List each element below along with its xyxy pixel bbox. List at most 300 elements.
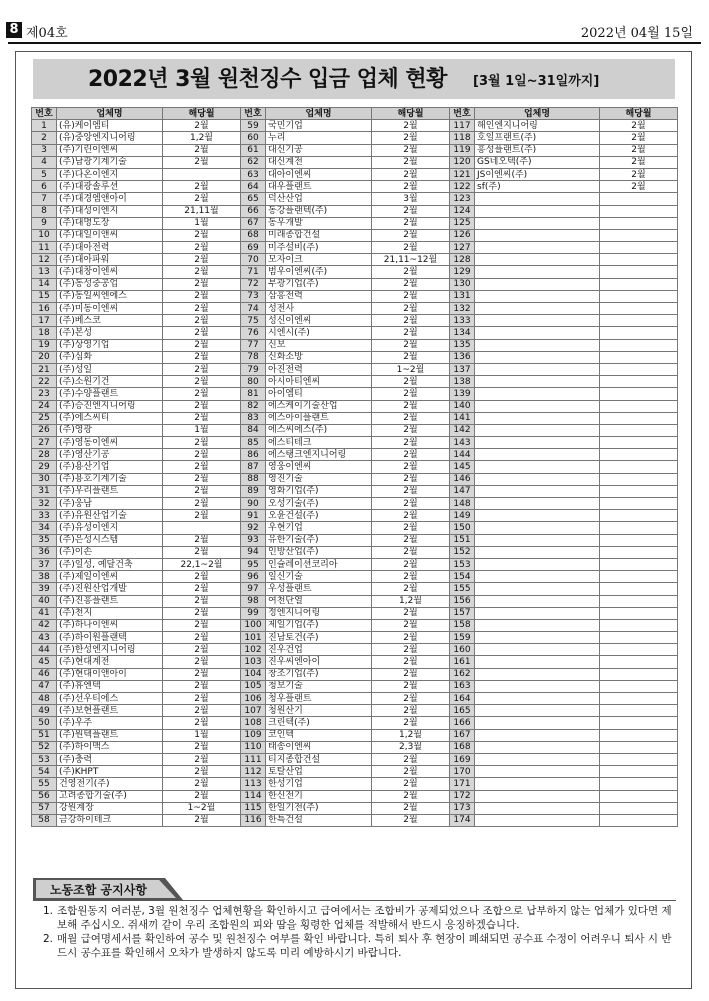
payment-month: 1월 [163,217,241,229]
row-number: 94 [241,546,266,558]
payment-month: 2월 [163,339,241,351]
payment-month [600,254,678,266]
payment-month: 2월 [372,693,450,705]
payment-month: 2월 [372,546,450,558]
payment-month: 2월 [372,766,450,778]
company-name: 에스케이기술산업 [266,400,372,412]
row-number: 92 [241,522,266,534]
payment-month: 2월 [163,193,241,205]
company-name: 유한기술(주) [266,534,372,546]
table-row [32,558,678,570]
table-row [32,449,678,461]
payment-month: 2월 [372,522,450,534]
company-name [475,680,600,692]
company-name: (주)유성이엔지 [57,522,163,534]
payment-month: 2월 [372,120,450,132]
company-name: 신보 [266,339,372,351]
company-name: (주)용호기계기술 [57,473,163,485]
company-name: sf(주) [475,181,600,193]
table-row [32,717,678,729]
payment-month: 2월 [372,485,450,497]
row-number: 80 [241,376,266,388]
row-number: 143 [450,437,475,449]
company-name [475,449,600,461]
company-name: (주)원텍플랜트 [57,729,163,741]
company-name [475,400,600,412]
row-number: 129 [450,266,475,278]
row-number: 56 [32,790,57,802]
company-name: 제일기업(주) [266,619,372,631]
row-number: 69 [241,242,266,254]
company-name [475,632,600,644]
payment-month: 2월 [163,412,241,424]
row-number: 90 [241,498,266,510]
row-number: 45 [32,656,57,668]
header-rule [8,42,701,44]
company-name: 한신전기 [266,790,372,802]
payment-month: 2월 [372,412,450,424]
row-number: 78 [241,351,266,363]
payment-month [600,607,678,619]
company-name: JS이엔씨(주) [475,168,600,180]
table-row [32,242,678,254]
payment-month: 2월 [372,339,450,351]
company-name: 모자이크 [266,254,372,266]
row-number: 36 [32,546,57,558]
company-name [475,619,600,631]
company-name: 덕산산업 [266,193,372,205]
company-name: 대신계전 [266,156,372,168]
payment-month: 2월 [600,156,678,168]
payment-month: 2월 [372,802,450,814]
company-name [475,363,600,375]
row-number: 96 [241,571,266,583]
payment-month: 2월 [163,266,241,278]
company-name: (주)본성 [57,327,163,339]
company-name: (주)대명도장 [57,217,163,229]
row-number: 48 [32,693,57,705]
header-company: 업체명 [475,108,600,120]
company-name: 진남토건(주) [266,632,372,644]
payment-month: 2월 [163,315,241,327]
payment-month: 2월 [163,753,241,765]
row-number: 130 [450,278,475,290]
row-number: 164 [450,693,475,705]
company-name: (주)진흥플랜트 [57,595,163,607]
company-name: 청원산기 [266,705,372,717]
payment-month: 2월 [372,278,450,290]
row-number: 116 [241,814,266,826]
company-name: 대아이엔씨 [266,168,372,180]
table-row [32,571,678,583]
payment-month: 2월 [372,400,450,412]
row-number: 42 [32,619,57,631]
company-name: (주)동일씨엔에스 [57,290,163,302]
payment-month [600,741,678,753]
payment-month: 2월 [372,156,450,168]
company-name: 누리 [266,132,372,144]
payment-month [600,778,678,790]
company-name: 인슐레이션코리아 [266,558,372,570]
header-month: 해당월 [600,108,678,120]
table-row [32,814,678,826]
row-number: 105 [241,680,266,692]
header-no: 번호 [241,108,266,120]
table-row [32,522,678,534]
row-number: 35 [32,534,57,546]
company-name [475,193,600,205]
company-name: (주)유원산업기술 [57,510,163,522]
table-row [32,668,678,680]
row-number: 29 [32,461,57,473]
payment-month [600,351,678,363]
company-name: 인방산업(주) [266,546,372,558]
payment-month [600,473,678,485]
company-name: (주)대일이앤씨 [57,229,163,241]
row-number: 150 [450,522,475,534]
table-row [32,205,678,217]
company-name: 에스티테크 [266,437,372,449]
company-name: (주)소원기건 [57,376,163,388]
payment-month: 2월 [163,351,241,363]
payment-month [600,619,678,631]
payment-month: 2월 [372,534,450,546]
company-name: 오윤건설(주) [266,510,372,522]
company-name [475,290,600,302]
payment-month: 2월 [372,229,450,241]
row-number: 40 [32,595,57,607]
payment-month [600,485,678,497]
payment-month [600,290,678,302]
row-number: 68 [241,229,266,241]
company-name: (주)용산기업 [57,461,163,473]
payment-month [600,766,678,778]
table-row [32,303,678,315]
payment-month [600,534,678,546]
row-number: 131 [450,290,475,302]
row-number: 82 [241,400,266,412]
row-number: 58 [32,814,57,826]
payment-month [600,424,678,436]
company-name [475,205,600,217]
payment-month: 2월 [163,510,241,522]
row-number: 12 [32,254,57,266]
company-name [475,376,600,388]
company-name: (주)은성시스템 [57,534,163,546]
payment-month: 2월 [163,303,241,315]
payment-month: 2월 [372,510,450,522]
row-number: 14 [32,278,57,290]
company-name: (유)케이엠티 [57,120,163,132]
company-name: (주)KHPT [57,766,163,778]
row-number: 103 [241,656,266,668]
row-number: 10 [32,229,57,241]
company-name: 창조기업(주) [266,668,372,680]
row-number: 153 [450,558,475,570]
company-name: 시엔시(주) [266,327,372,339]
payment-month: 2월 [163,571,241,583]
company-name: (주)대성이엔지 [57,205,163,217]
payment-month: 2월 [372,619,450,631]
row-number: 147 [450,485,475,497]
payment-month: 2월 [163,717,241,729]
notice-item-number: 2. [43,933,54,945]
table-row [32,498,678,510]
row-number: 108 [241,717,266,729]
row-number: 49 [32,705,57,717]
payment-month: 2월 [372,303,450,315]
table-row [32,729,678,741]
row-number: 84 [241,424,266,436]
row-number: 128 [450,254,475,266]
company-name: 진우건업 [266,644,372,656]
payment-month: 2월 [372,327,450,339]
payment-month: 22,1~2월 [163,558,241,570]
payment-month: 2월 [163,619,241,631]
company-name: (주)대광솔루션 [57,181,163,193]
company-name [475,753,600,765]
company-name: (주)대아파워 [57,254,163,266]
row-number: 120 [450,156,475,168]
row-number: 110 [241,741,266,753]
company-name [475,412,600,424]
company-name: (주)다온이엔지 [57,168,163,180]
row-number: 117 [450,120,475,132]
company-name: (주)보현플랜트 [57,705,163,717]
company-name: (주)승진엔지니어링 [57,400,163,412]
company-name: 에스아이플랜트 [266,412,372,424]
row-number: 86 [241,449,266,461]
row-number: 85 [241,437,266,449]
row-number: 55 [32,778,57,790]
row-number: 19 [32,339,57,351]
company-name [475,242,600,254]
table-row [32,424,678,436]
row-number: 111 [241,753,266,765]
payment-month [600,693,678,705]
payment-month: 2월 [372,607,450,619]
payment-month [600,814,678,826]
row-number: 24 [32,400,57,412]
table-row [32,132,678,144]
company-name [475,485,600,497]
payment-month: 2월 [372,205,450,217]
payment-month [600,242,678,254]
payment-month: 1월 [163,424,241,436]
row-number: 165 [450,705,475,717]
company-name: (주)웅남 [57,498,163,510]
row-number: 60 [241,132,266,144]
table-row [32,388,678,400]
table-row [32,485,678,497]
company-name: 일신기술 [266,571,372,583]
row-number: 32 [32,498,57,510]
payment-month: 2월 [372,705,450,717]
company-name: (주)베스코 [57,315,163,327]
row-number: 81 [241,388,266,400]
row-number: 51 [32,729,57,741]
table-row [32,534,678,546]
table-row [32,315,678,327]
company-name: 크린텍(주) [266,717,372,729]
company-name [475,802,600,814]
notice-item-text: 조합원동지 여러분, 3월 원천징수 업체현황을 확인하시고 급여에서는 조합비가 공제되었으나 조합으로 납부하지 않는 업체가 있다면 제보해 주십시오. 쥐새끼 같이 우리 조합원의 피와 땀을 횡령한 업체를 적발해서 반드시 응징하겠습니다. [57,905,672,931]
row-number: 148 [450,498,475,510]
company-name: (주)천지 [57,607,163,619]
company-name [475,437,600,449]
notice-item-number: 1. [43,905,54,917]
table-row [32,351,678,363]
payment-month: 2월 [372,644,450,656]
payment-month: 2월 [163,400,241,412]
row-number: 127 [450,242,475,254]
row-number: 77 [241,339,266,351]
row-number: 168 [450,741,475,753]
company-name: 신화소방 [266,351,372,363]
row-number: 122 [450,181,475,193]
row-number: 169 [450,753,475,765]
table-row [32,400,678,412]
company-name [475,461,600,473]
company-name: 미래종합건설 [266,229,372,241]
payment-month: 2월 [372,132,450,144]
row-number: 31 [32,485,57,497]
payment-month: 2월 [163,693,241,705]
row-number: 64 [241,181,266,193]
company-name: 토탈산업 [266,766,372,778]
header-month: 해당월 [372,108,450,120]
payment-month: 2월 [163,229,241,241]
row-number: 75 [241,315,266,327]
payment-month: 2월 [372,217,450,229]
row-number: 11 [32,242,57,254]
row-number: 41 [32,607,57,619]
table-row [32,680,678,692]
company-name [475,424,600,436]
table-header-row [32,108,678,120]
payment-month: 2월 [163,705,241,717]
row-number: 141 [450,412,475,424]
row-number: 113 [241,778,266,790]
company-name [475,607,600,619]
table-row [32,619,678,631]
row-number: 118 [450,132,475,144]
company-name [475,571,600,583]
company-name: 한성기업 [266,778,372,790]
row-number: 34 [32,522,57,534]
row-number: 54 [32,766,57,778]
company-name [475,534,600,546]
row-number: 1 [32,120,57,132]
row-number: 13 [32,266,57,278]
table-row [32,327,678,339]
header-company: 업체명 [57,108,163,120]
row-number: 101 [241,632,266,644]
row-number: 156 [450,595,475,607]
table-row [32,741,678,753]
payment-month [600,205,678,217]
company-name [475,705,600,717]
payment-month: 2월 [372,461,450,473]
payment-month [600,363,678,375]
table-row [32,473,678,485]
company-name: 청보기술 [266,680,372,692]
company-name [475,790,600,802]
company-name [475,327,600,339]
table-row [32,290,678,302]
company-name [475,717,600,729]
row-number: 87 [241,461,266,473]
row-number: 163 [450,680,475,692]
payment-month: 2월 [372,583,450,595]
row-number: 9 [32,217,57,229]
payment-month: 2월 [372,376,450,388]
company-name: 티지종합건설 [266,753,372,765]
company-name: (주)선우티에스 [57,693,163,705]
company-name: 흥성플랜트(주) [475,144,600,156]
company-name: (주)미동이엔씨 [57,303,163,315]
company-name: 강원계장 [57,802,163,814]
payment-month [600,595,678,607]
company-name: (주)영광 [57,424,163,436]
notice-item-text: 매월 급여명세서를 확인하여 공수 및 원천징수 여부를 확인 바랍니다. 특히 퇴사 후 현장이 폐쇄되면 공수표 수정이 어려우니 퇴사 시 반드시 공수표를 확인해서 오차가 발생하지 않도록 미리 예방하시기 바랍니다. [57,933,672,959]
company-name: (주)한성엔지니어링 [57,644,163,656]
company-name: 우성플랜트 [266,583,372,595]
company-name: 호일프랜트(주) [475,132,600,144]
payment-month [600,705,678,717]
company-name: 에스탱크엔지니어링 [266,449,372,461]
row-number: 47 [32,680,57,692]
payment-month [600,229,678,241]
company-name: (주)심화 [57,351,163,363]
payment-month [600,315,678,327]
payment-month: 2월 [163,766,241,778]
row-number: 100 [241,619,266,631]
table-row [32,156,678,168]
row-number: 27 [32,437,57,449]
payment-month [163,168,241,180]
row-number: 159 [450,632,475,644]
row-number: 73 [241,290,266,302]
row-number: 61 [241,144,266,156]
table-row [32,412,678,424]
notice-title: 노동조합 공지사항 [50,883,147,897]
row-number: 106 [241,693,266,705]
payment-month: 3월 [372,193,450,205]
payment-month: 2월 [372,717,450,729]
row-number: 76 [241,327,266,339]
payment-month: 2월 [163,644,241,656]
table-row [32,278,678,290]
company-name [475,741,600,753]
payment-month: 2월 [372,351,450,363]
payment-month: 2월 [372,498,450,510]
payment-month: 2월 [163,778,241,790]
company-name: 청우플랜트 [266,693,372,705]
company-name [475,814,600,826]
payment-month: 2월 [163,546,241,558]
table-row [32,254,678,266]
payment-month [600,558,678,570]
issue-number: 제04호 [26,26,68,41]
row-number: 65 [241,193,266,205]
payment-month: 1월 [163,729,241,741]
page-title: 2022년 3월 원천징수 입금 업체 현황 [88,67,447,92]
row-number: 38 [32,571,57,583]
payment-month [600,583,678,595]
row-number: 5 [32,168,57,180]
payment-month [600,753,678,765]
